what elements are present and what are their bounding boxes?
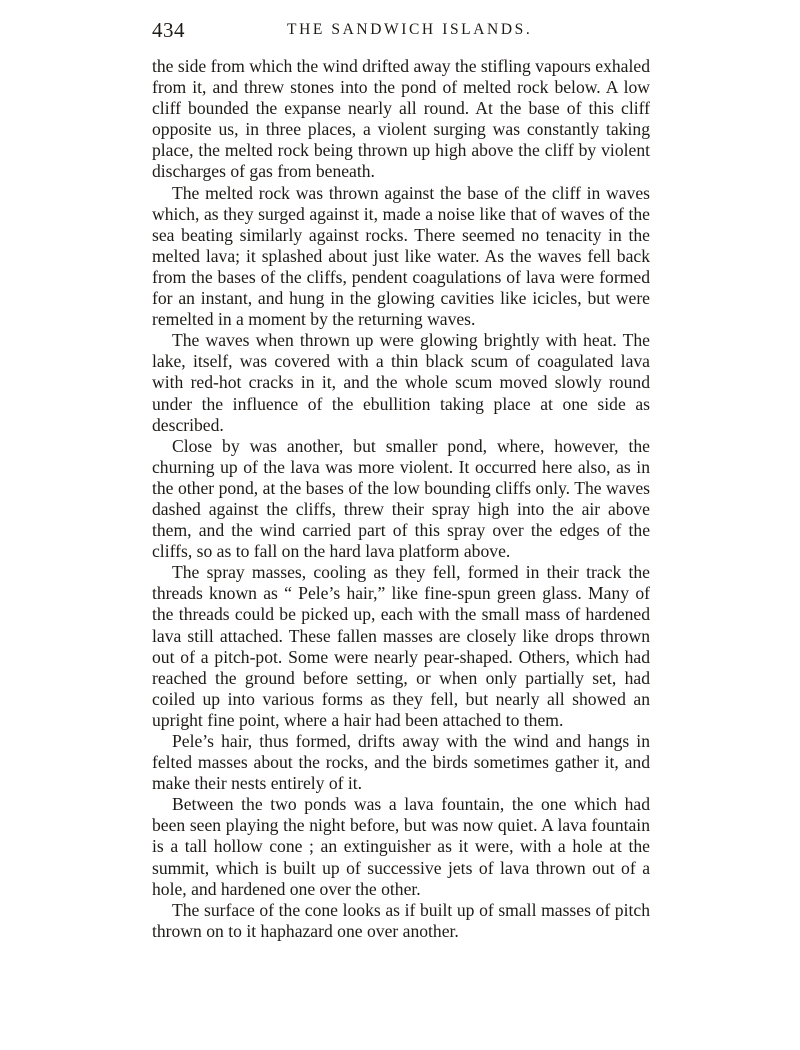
paragraph-6: Pele’s hair, thus formed, drifts away with the wind and hangs in felted masses about the rocks, and the birds sometimes gather it, and make their nests entirely of it.: [152, 731, 650, 794]
paragraph-8: The surface of the cone looks as if built up of small masses of pitch thrown on to it haphazard one over another.: [152, 899, 650, 941]
page-number: 434: [152, 18, 185, 42]
paragraph-4: Close by was another, but smaller pond, where, however, the churning up of the lava was more violent. It occurred here also, as in the other pond, at the bases of the low bounding cliffs only. The waves dashed against the cliffs, threw their spray high into the air above them, and the wind carried part of this spray over the edges of the cliffs, so as to fall on the hard lava platform above.: [152, 435, 650, 562]
paragraph-7: Between the two ponds was a lava fountain, the one which had been seen playing the night before, but was now quiet. A lava fountain is a tall hollow cone ; an extinguisher as it were, with a hole at the summit, which is built up of successive jets of lava thrown out of a hole, and hardened one over the other.: [152, 794, 650, 899]
book-page: [152, 18, 650, 942]
body-text: [152, 56, 650, 942]
paragraph-1: the side from which the wind drifted away the stifling vapours exhaled from it, and threw stones into the pond of melted rock below. A low cliff bounded the expanse nearly all round. At the base of this cliff opposite us, in three places, a violent surging was constantly taking place, the melted rock being thrown up high above the cliff by violent discharges of gas from beneath.: [152, 56, 650, 182]
paragraph-3: The waves when thrown up were glowing brightly with heat. The lake, itself, was covered with a thin black scum of coagulated lava with red-hot cracks in it, and the whole scum moved slowly round under the influence of the ebullition taking place at one side as described.: [152, 330, 650, 435]
running-title: THE SANDWICH ISLANDS.: [287, 21, 533, 38]
paragraph-5: The spray masses, cooling as they fell, formed in their track the threads known as “ Pele’s hair,” like fine-spun green glass. Many of the threads could be picked up, each with the small mass of hardened lava still attached. These fallen masses are closely like drops thrown out of a pitch-pot. Some were nearly pear-shaped. Others, which had reached the ground before setting, or when only partially set, had coiled up into various forms as they fell, but nearly all showed an upright fine point, where a hair had been attached to them.: [152, 562, 650, 730]
running-head: [152, 18, 650, 48]
paragraph-2: The melted rock was thrown against the base of the cliff in waves which, as they surged against it, made a noise like that of waves of the sea beating similarly against rocks. There seemed no tenacity in the melted lava; it splashed about just like water. As the waves fell back from the bases of the cliffs, pendent coagulations of lava were formed for an instant, and hung in the glowing cavities like icicles, but were remelted in a moment by the returning waves.: [152, 182, 650, 330]
